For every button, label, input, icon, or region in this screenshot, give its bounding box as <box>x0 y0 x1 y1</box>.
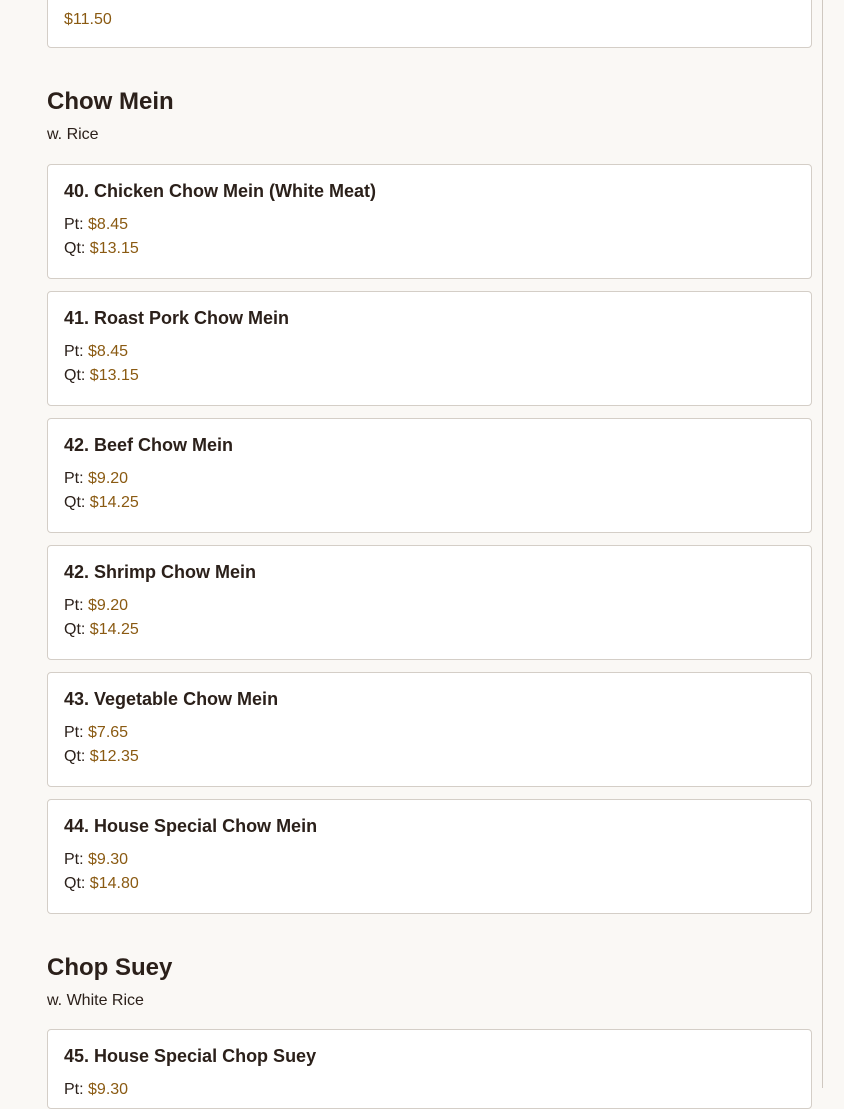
pint-price-line <box>64 721 795 745</box>
menu-item-card[interactable] <box>47 0 812 48</box>
pint-label: Pt: <box>64 851 84 868</box>
menu-item-card[interactable] <box>47 799 812 914</box>
quart-label: Qt: <box>64 494 86 511</box>
pint-price: $9.20 <box>88 470 129 487</box>
pint-price-line <box>64 1078 795 1102</box>
pint-price: $8.45 <box>88 216 129 233</box>
pint-price: $8.45 <box>88 343 129 360</box>
pint-label: Pt: <box>64 724 84 741</box>
menu-item-card[interactable] <box>47 418 812 533</box>
pint-price-line <box>64 594 795 618</box>
quart-price: $14.25 <box>89 621 139 638</box>
item-price-line <box>64 8 795 32</box>
item-name: 45. House Special Chop Suey <box>64 1046 317 1066</box>
pint-price-line <box>64 848 795 872</box>
pint-price: $7.65 <box>88 724 129 741</box>
quart-price: $13.15 <box>89 240 139 257</box>
pint-label: Pt: <box>64 216 84 233</box>
item-name: 44. House Special Chow Mein <box>64 816 318 836</box>
item-name: 43. Vegetable Chow Mein <box>64 689 279 709</box>
pint-price: $9.30 <box>88 851 129 868</box>
menu-item-card[interactable] <box>47 291 812 406</box>
pint-label: Pt: <box>64 1081 84 1098</box>
quart-label: Qt: <box>64 367 86 384</box>
section-title: Chop Suey <box>47 954 173 981</box>
quart-label: Qt: <box>64 748 86 765</box>
pint-label: Pt: <box>64 470 84 487</box>
menu-item-card[interactable] <box>47 164 812 279</box>
quart-label: Qt: <box>64 621 86 638</box>
pint-price: $9.20 <box>88 597 129 614</box>
quart-label: Qt: <box>64 875 86 892</box>
quart-price: $14.25 <box>89 494 139 511</box>
item-name: 42. Shrimp Chow Mein <box>64 562 257 582</box>
quart-price: $12.35 <box>89 748 139 765</box>
quart-price: $14.80 <box>89 875 139 892</box>
pint-price-line <box>64 467 795 491</box>
menu-item-card[interactable] <box>47 672 812 787</box>
item-name: 42. Beef Chow Mein <box>64 435 234 455</box>
item-name: 40. Chicken Chow Mein (White Meat) <box>64 181 377 201</box>
pint-label: Pt: <box>64 343 84 360</box>
item-price: $11.50 <box>64 11 112 28</box>
quart-price-line <box>64 364 795 388</box>
pint-label: Pt: <box>64 597 84 614</box>
pint-price: $9.30 <box>88 1081 129 1098</box>
quart-price-line <box>64 872 795 896</box>
section-title: Chow Mein <box>47 88 174 115</box>
page-right-border <box>822 0 823 1088</box>
quart-label: Qt: <box>64 240 86 257</box>
menu-item-card[interactable] <box>47 1029 812 1109</box>
quart-price-line <box>64 745 795 769</box>
pint-price-line <box>64 213 795 237</box>
quart-price: $13.15 <box>89 367 139 384</box>
section-subtitle: w. Rice <box>47 126 99 143</box>
quart-price-line <box>64 491 795 515</box>
quart-price-line <box>64 237 795 261</box>
menu-item-card[interactable] <box>47 545 812 660</box>
quart-price-line <box>64 618 795 642</box>
section-subtitle: w. White Rice <box>47 992 144 1009</box>
item-name: 41. Roast Pork Chow Mein <box>64 308 290 328</box>
pint-price-line <box>64 340 795 364</box>
